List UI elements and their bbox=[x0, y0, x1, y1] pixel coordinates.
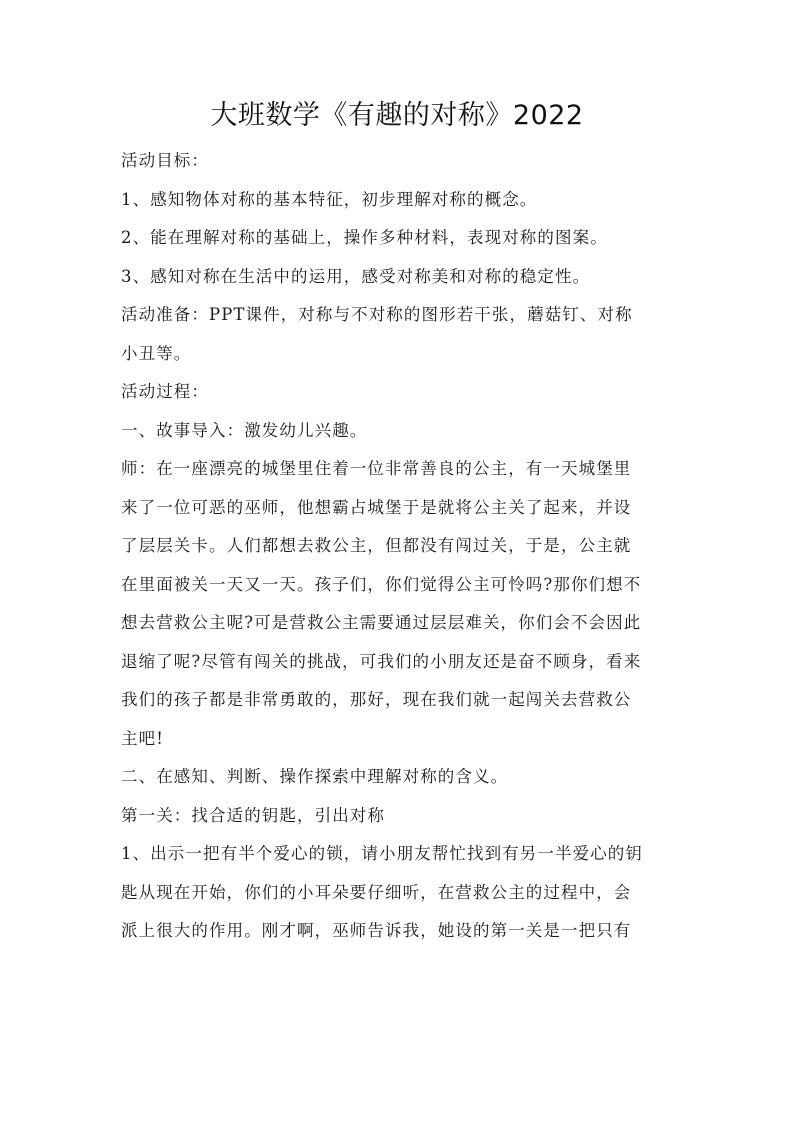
paragraph-line: 匙从现在开始，你们的小耳朵要仔细听，在营救公主的过程中，会 bbox=[121, 882, 632, 902]
paragraph-line: 了层层关卡。人们都想去救公主，但都没有闯过关，于是，公主就 bbox=[121, 536, 632, 555]
subsection-heading-first-level: 第一关：找合适的钥匙，引出对称 bbox=[121, 805, 385, 825]
document-title: 大班数学《有趣的对称》2022 bbox=[210, 100, 584, 131]
section-heading-symmetry: 二、在感知、判断、操作探索中理解对称的含义。 bbox=[121, 767, 509, 786]
activity-preparation-line: 活动准备：PPT课件，对称与不对称的图形若干张，蘑菇钉、对称 bbox=[121, 305, 633, 324]
goal-item-2: 2、能在理解对称的基础上，操作多种材料，表现对称的图案。 bbox=[121, 228, 608, 247]
section-heading-story-intro: 一、故事导入：激发幼儿兴趣。 bbox=[121, 420, 368, 440]
document-body bbox=[121, 142, 681, 951]
paragraph-line: 在里面被关一天又一天。孩子们，你们觉得公主可怜吗?那你们想不 bbox=[121, 574, 642, 594]
paragraph-line: 1、出示一把有半个爱心的锁，请小朋友帮忙找到有另一半爱心的钥 bbox=[121, 844, 643, 863]
paragraph-line: 主吧! bbox=[121, 728, 164, 748]
goal-item-3: 3、感知对称在生活中的运用，感受对称美和对称的稳定性。 bbox=[121, 266, 591, 286]
paragraph-line: 退缩了呢?尽管有闯关的挑战，可我们的小朋友还是奋不顾身，看来 bbox=[121, 651, 642, 671]
paragraph-line: 想去营救公主呢?可是营救公主需要通过层层难关，你们会不会因此 bbox=[121, 613, 642, 632]
paragraph-line: 来了一位可恶的巫师，他想霸占城堡于是就将公主关了起来，并设 bbox=[121, 497, 632, 517]
heading-activity-goals: 活动目标： bbox=[121, 151, 209, 170]
paragraph-line: 师：在一座漂亮的城堡里住着一位非常善良的公主，有一天城堡里 bbox=[121, 459, 632, 478]
heading-activity-process: 活动过程： bbox=[121, 382, 209, 401]
goal-item-1: 1、感知物体对称的基本特征，初步理解对称的概念。 bbox=[121, 189, 538, 209]
paragraph-line: 派上很大的作用。刚才啊，巫师告诉我，她设的第一关是一把只有 bbox=[121, 921, 632, 940]
activity-preparation-line: 小丑等。 bbox=[121, 343, 192, 363]
paragraph-line: 我们的孩子都是非常勇敢的，那好，现在我们就一起闯关去营救公 bbox=[121, 690, 632, 709]
